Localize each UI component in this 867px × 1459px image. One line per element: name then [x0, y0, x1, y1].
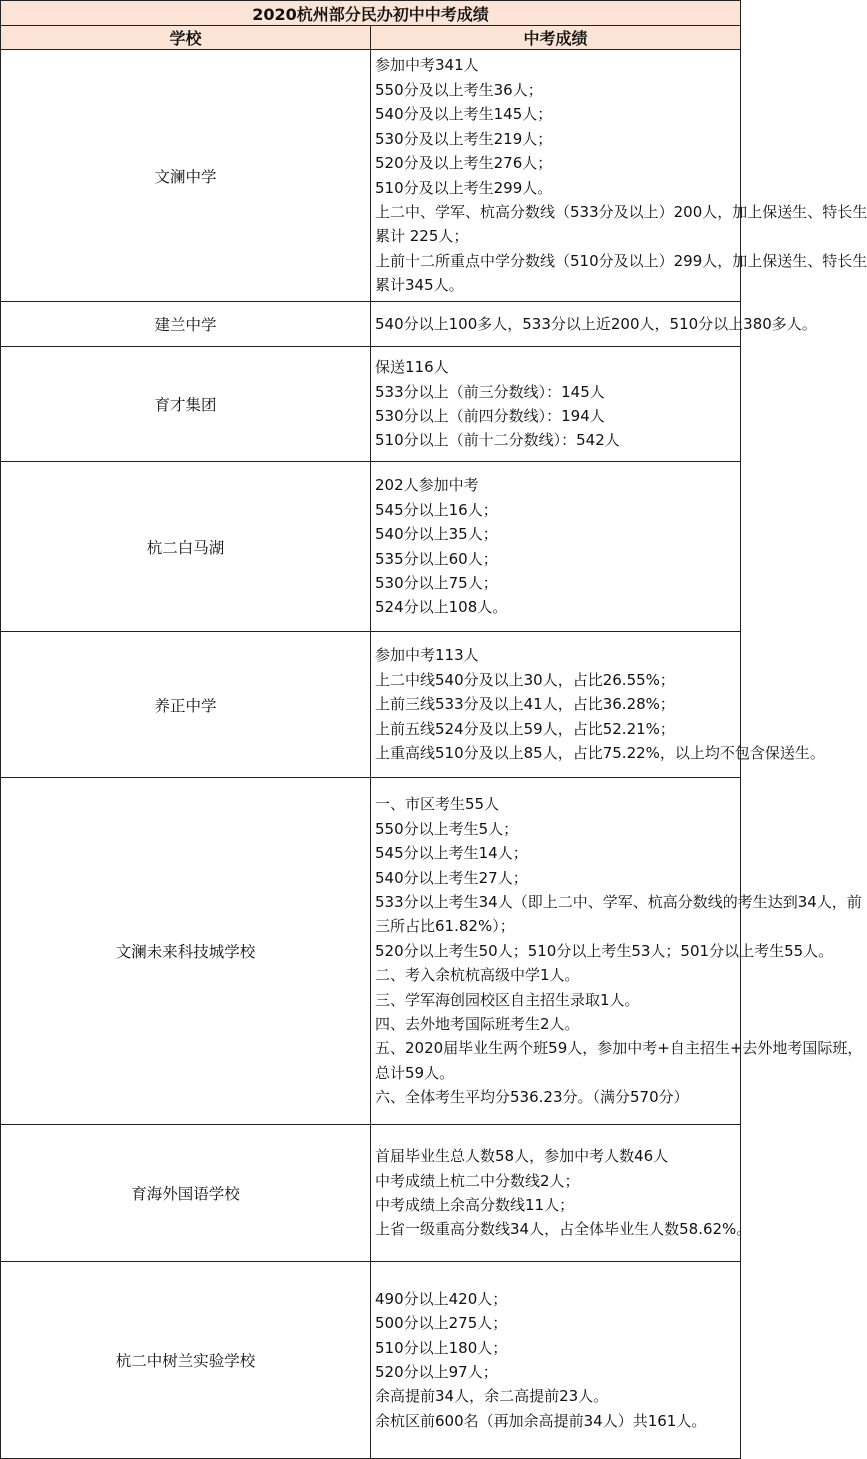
result-line: 550分以上考生5人；	[375, 819, 519, 838]
result-line: 六、全体考生平均分536.23分。（满分570分）	[375, 1088, 689, 1107]
school-name: 文澜中学	[1, 50, 371, 302]
table-row	[1, 347, 741, 462]
result-line: 参加中考341人	[375, 56, 479, 75]
result-line: 参加中考113人	[375, 646, 479, 665]
result-line: 533分以上（前三分数线）：145人	[375, 382, 605, 401]
result-line: 四、去外地考国际班考生2人。	[375, 1015, 580, 1034]
table-row	[1, 1262, 741, 1459]
result-line: 545分以上16人；	[375, 500, 498, 519]
results-cell	[371, 50, 867, 302]
result-line: 540分及以上考生145人；	[375, 105, 553, 124]
result-line: 202人参加中考	[375, 476, 479, 495]
result-line: 二、考入余杭杭高级中学1人。	[375, 966, 580, 985]
result-line: 520分及以上考生276人；	[375, 154, 553, 173]
result-line: 533分以上考生34人（即上二中、学军、杭高分数线的考生达到34人，前	[375, 892, 862, 911]
results-cell	[371, 1125, 752, 1262]
result-line: 上二中线540分及以上30人，占比26.55%；	[375, 670, 675, 689]
result-line: 540分以上考生27人；	[375, 868, 528, 887]
school-name: 育海外国语学校	[1, 1125, 371, 1262]
table-row	[1, 302, 741, 347]
result-line: 余杭区前600名（再加余高提前34人）共161人。	[375, 1411, 707, 1430]
result-line: 中考成绩上余高分数线11人；	[375, 1196, 575, 1214]
result-line: 550分及以上考生36人；	[375, 80, 543, 99]
result-line: 524分以上108人。	[375, 598, 508, 617]
result-line: 上省一级重高分数线34人，占全体毕业生人数58.62%。	[375, 1220, 752, 1239]
result-line: 三所占比61.82%）；	[375, 917, 515, 936]
result-line: 总计59人。	[375, 1063, 455, 1082]
result-line: 540分以上100多人，533分以上近200人，510分以上380多人。	[375, 314, 817, 333]
school-name: 养正中学	[1, 632, 371, 778]
table-row	[1, 462, 741, 632]
result-line: 中考成绩上杭二中分数线2人；	[375, 1171, 580, 1190]
result-line: 490分以上420人；	[375, 1289, 508, 1308]
result-line: 上前十二所重点中学分数线（510分及以上）299人，加上保送生、特长生	[375, 251, 867, 270]
result-line: 520分以上97人；	[375, 1363, 498, 1381]
result-line: 上前五线524分及以上59人，占比52.21%；	[375, 719, 675, 738]
result-line: 累计 225人；	[375, 227, 469, 246]
result-line: 余高提前34人，余二高提前23人。	[375, 1387, 609, 1406]
results-cell	[371, 632, 825, 778]
result-line: 510分及以上考生299人。	[375, 178, 553, 197]
result-line: 520分以上考生50人；510分以上考生53人；501分以上考生55人。	[375, 941, 834, 960]
school-name: 杭二白马湖	[1, 462, 371, 632]
table-row	[1, 632, 741, 778]
result-line: 上二中、学军、杭高分数线（533分及以上）200人，加上保送生、特长生	[375, 202, 867, 221]
result-line: 530分以上75人；	[375, 573, 498, 592]
result-line: 上重高线510分及以上85人，占比75.22%，以上均不包含保送生。	[375, 744, 825, 763]
result-line: 首届毕业生总人数58人，参加中考人数46人	[375, 1147, 669, 1166]
results-cell	[371, 302, 817, 347]
result-line: 累计345人。	[375, 276, 464, 295]
header-school: 学校	[1, 26, 371, 50]
table-row	[1, 50, 741, 302]
result-line: 500分以上275人；	[375, 1314, 508, 1333]
school-name: 育才集团	[1, 347, 371, 462]
results-cell	[371, 462, 741, 632]
result-line: 保送116人	[375, 358, 449, 377]
result-line: 530分以上（前四分数线）：194人	[375, 407, 605, 425]
table-row	[1, 778, 741, 1125]
title-row	[1, 1, 741, 26]
result-line: 530分及以上考生219人；	[375, 129, 553, 148]
result-line: 510分以上180人；	[375, 1338, 508, 1357]
school-name: 文澜未来科技城学校	[1, 778, 371, 1125]
result-line: 545分以上考生14人；	[375, 844, 528, 863]
table-row	[1, 1125, 741, 1262]
results-cell	[371, 778, 863, 1125]
table-title: 2020杭州部分民办初中中考成绩	[1, 1, 741, 26]
header-row	[1, 26, 741, 50]
result-line: 三、学军海创园校区自主招生录取1人。	[375, 990, 640, 1009]
result-line: 535分以上60人；	[375, 549, 498, 568]
school-name: 杭二中树兰实验学校	[1, 1262, 371, 1459]
results-cell	[371, 1262, 741, 1459]
result-line: 510分以上（前十二分数线）：542人	[375, 431, 620, 450]
result-line: 一、市区考生55人	[375, 795, 500, 814]
header-results: 中考成绩	[371, 26, 741, 50]
results-cell	[371, 347, 741, 462]
school-name: 建兰中学	[1, 302, 371, 347]
result-line: 五、2020届毕业生两个班59人，参加中考+自主招生+去外地考国际班，	[375, 1039, 863, 1058]
result-line: 540分以上35人；	[375, 525, 498, 544]
result-line: 上前三线533分及以上41人，占比36.28%；	[375, 695, 675, 714]
